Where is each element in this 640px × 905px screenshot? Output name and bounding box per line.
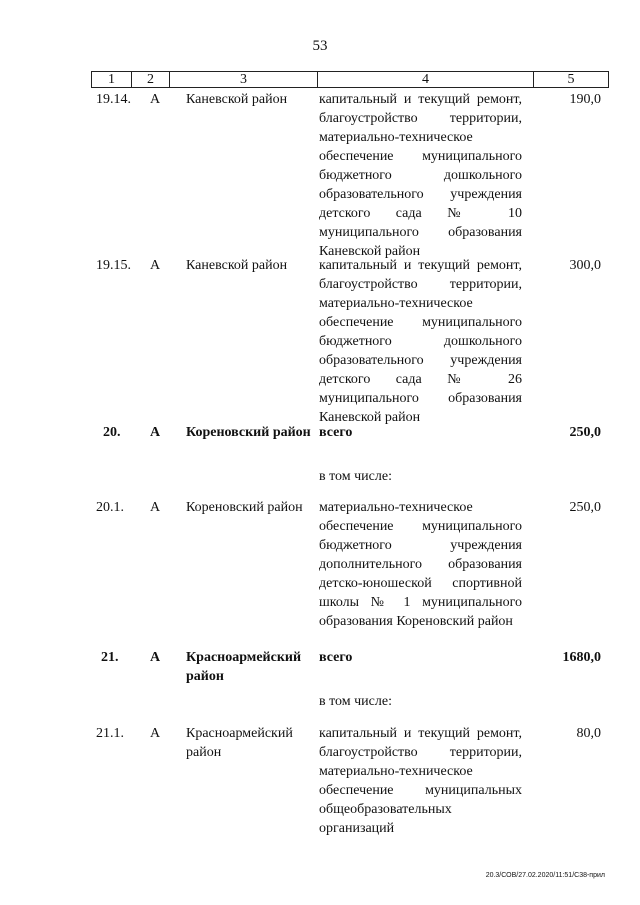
row-district: Красноармейский район [186,726,293,760]
row-sum: 80,0 [576,726,601,741]
in-total-label: в том числе: [319,694,392,709]
row-category: А [150,258,161,273]
row-description: капитальный и текущий ремонт, благоустройство территории, материально-техническое обеспечение муниципального бюджетного дошкольного образовательного учреждения детского сада № 10 муниципального образования Каневской район [319,92,522,259]
row-category: А [150,650,161,665]
row-sum: 1680,0 [562,650,601,665]
row-district: Красноармейский район [186,650,302,684]
header-col-2: 2 [132,72,170,87]
header-col-5: 5 [567,72,575,87]
row-district: Кореновский район [186,425,311,440]
row-number: 19.15. [96,258,131,273]
document-footer-code: 20.3/СОВ/27.02.2020/11:51/С38-прил [485,872,605,879]
header-col-1: 1 [92,72,132,87]
header-col-4: 4 [318,72,534,87]
row-number: 21.1. [96,726,124,741]
row-description: всего [319,650,353,665]
row-description: материально-техническое обеспечение муниципального бюджетного учреждения дополнительного образования детско-юношеской спортивной школы № 1 муниципального образования Кореновский район [319,500,522,629]
row-district: Каневской район [186,258,288,273]
page-number: 53 [312,38,328,54]
row-sum: 250,0 [569,500,601,515]
row-category: А [150,500,161,515]
row-description: капитальный и текущий ремонт, благоустройство территории, материально-техническое обеспечение муниципального бюджетного дошкольного образовательного учреждения детского сада № 26 муниципального образования Каневской район [319,258,522,425]
header-col-3: 3 [170,72,318,87]
row-district: Каневской район [186,92,288,107]
row-number: 21. [101,650,119,665]
table-header [91,71,609,88]
in-total-label: в том числе: [319,469,392,484]
row-number: 19.14. [96,92,131,107]
row-description: всего [319,425,353,440]
row-category: А [150,425,161,440]
row-sum: 300,0 [569,258,601,273]
row-description: капитальный и текущий ремонт, благоустройство территории, материально-техническое обеспечение муниципальных общеобразовательных организаций [319,726,522,836]
row-category: А [150,92,161,107]
row-district: Кореновский район [186,500,303,515]
row-sum: 190,0 [569,92,601,107]
row-sum: 250,0 [569,425,601,440]
row-number: 20. [103,425,121,440]
row-number: 20.1. [96,500,124,515]
row-category: А [150,726,161,741]
